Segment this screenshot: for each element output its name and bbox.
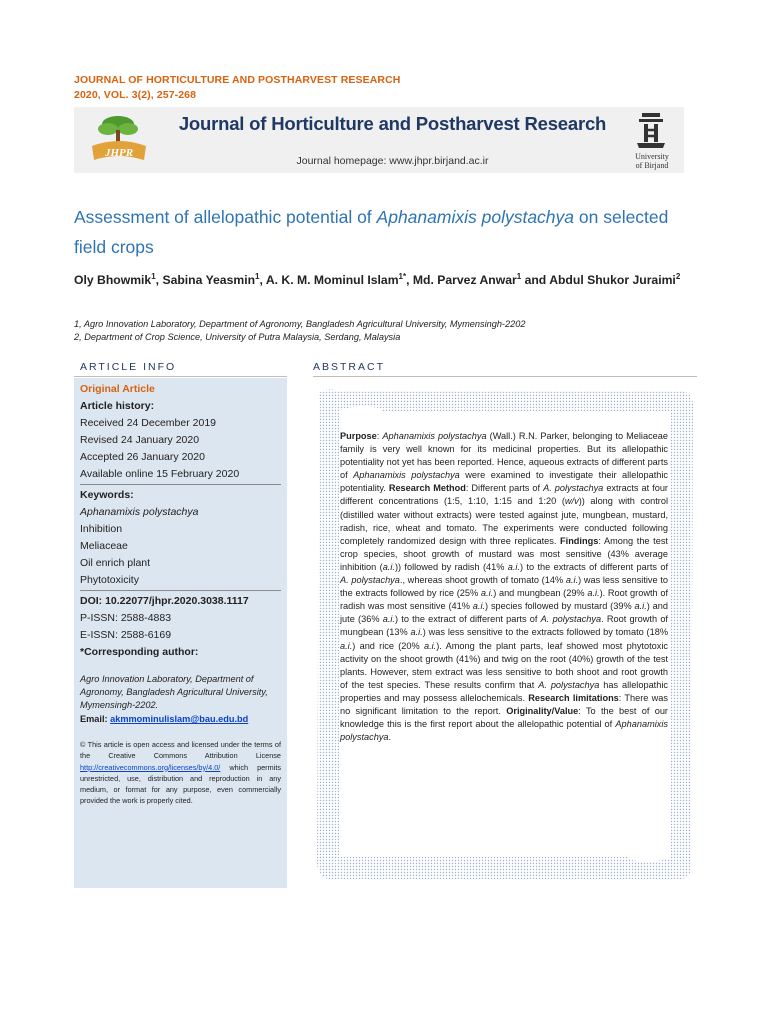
article-title	[74, 202, 704, 262]
abstract-segment: Aphanamixis polystachya	[353, 470, 460, 481]
abstract-segment: a.i.	[480, 588, 494, 599]
affiliations	[74, 318, 704, 344]
author-separator: ,	[259, 273, 266, 288]
title-part2: on selected field crops	[74, 207, 669, 257]
author-list	[74, 268, 704, 289]
abstract-segment: A. polystachya	[538, 679, 600, 690]
author-affiliation-marker: 1	[151, 272, 156, 281]
journal-reference	[74, 73, 400, 103]
history-online: Available online 15 February 2020	[80, 468, 240, 480]
author-affiliation-marker: 2	[675, 272, 681, 281]
abstract-segment: : Different parts of	[465, 483, 544, 494]
abstract-section-label: Research Method	[388, 483, 466, 494]
abstract-section-label: Research limitations	[528, 692, 619, 703]
jhpr-logo-text: JHPR	[104, 147, 134, 159]
title-part1: Assessment of allelopathic potential of	[74, 207, 377, 227]
email-link[interactable]: akmmominulislam@bau.edu.bd	[110, 714, 249, 724]
keyword-item: Aphanamixis polystachya	[80, 506, 199, 518]
abstract-segment: w/v	[564, 496, 579, 507]
p-issn: P-ISSN: 2588-4883	[80, 612, 172, 624]
abstract-segment: )) along with control (distilled water without extracts) were tested against jute, mungbean, mustard, radish, rice, wheat and tomato. The experiments were conducted following completely randomized design with three replicates.	[340, 496, 669, 546]
abstract-segment: ). Among the plant parts, leaf showed most phytotoxic activity on the shoot growth (41%) and twig on the root (40%) growth of the test plants. However, stem extract was less sensitive to both shoot and root growth of the test species. These results confirm that	[340, 640, 668, 690]
author-name: Oly Bhowmik	[74, 273, 152, 288]
university-seal-icon	[631, 110, 671, 150]
abstract-segment: Aphanamixis polystachya	[382, 431, 487, 441]
history-revised: Revised 24 January 2020	[80, 434, 200, 446]
abstract-segment: ) to the extract of different parts of	[394, 614, 541, 625]
author-affiliation-marker: 1	[255, 272, 260, 281]
author-affiliation-marker: 1	[516, 272, 522, 281]
e-issn: E-ISSN: 2588-6169	[80, 629, 172, 641]
abstract-segment: .	[388, 732, 392, 743]
history-accepted: Accepted 26 January 2020	[80, 451, 205, 463]
abstract-segment: ) species followed by mustard (39%	[485, 601, 635, 612]
corresponding-email-line	[80, 712, 281, 726]
email-label: Email:	[80, 714, 111, 724]
abstract-segment: ) to the extracts of different parts of	[520, 561, 668, 572]
abstract-rule	[313, 376, 697, 377]
abstract-segment: . Root growth of mungbean (13%	[340, 614, 668, 638]
author-name: Md. Parvez Anwar	[412, 273, 517, 288]
journal-volume-line: 2020, VOL. 3(2), 257-268	[74, 89, 197, 101]
abstract-heading: ABSTRACT	[313, 361, 386, 373]
abstract-segment: a.i.	[587, 588, 600, 599]
abstract-segment: ). Root growth of radish was most sensitive (41%	[340, 588, 669, 612]
abstract-segment: A. polystachya	[543, 483, 604, 494]
abstract-segment: ) and jute (36%	[340, 601, 668, 625]
author-name: Sabina Yeasmin	[162, 273, 256, 288]
university-line2: of Birjand	[635, 161, 669, 170]
keyword-item: Meliaceae	[80, 540, 128, 552]
abstract-segment: extracts at four different concentrations (1:5, 1:10, 1:15 and 1:20 (	[340, 483, 668, 507]
author-separator: ,	[406, 273, 413, 288]
info-divider	[80, 590, 281, 591]
abstract-segment: )) followed by radish (41%	[394, 561, 508, 572]
article-type: Original Article	[80, 383, 155, 395]
abstract-segment: : To the best of our knowledge this is the first report about the allelopathic potential of	[340, 705, 668, 730]
keyword-item: Inhibition	[80, 523, 123, 535]
abstract-segment: : Among the test crop species, shoot growth of mustard was most sensitive (43% average inhibition (	[340, 535, 668, 572]
abstract-segment: a.i.	[382, 561, 395, 572]
license-text	[80, 739, 281, 807]
abstract-segment: a.i.	[565, 575, 579, 586]
history-received: Received 24 December 2019	[80, 417, 216, 429]
abstract-segment: has allelopathic properties and may possess allelochemicals.	[340, 679, 668, 703]
doi[interactable]: DOI: 10.22077/jhpr.2020.3038.1117	[80, 595, 249, 607]
affiliation-2: 2, Department of Crop Science, University of Putra Malaysia, Serdang, Malaysia	[74, 332, 401, 342]
author-separator: and	[521, 273, 550, 288]
university-line1: University	[635, 152, 669, 161]
author-separator: ,	[155, 273, 163, 288]
abstract-segment: ., whereas shoot growth of tomato (14%	[399, 575, 566, 586]
abstract-section-label: Findings	[560, 535, 599, 546]
license-post: which permits unrestricted, use, distribution and reproduction in any medium, or format for any purpose, even commercially provided the work is properly cited.	[80, 762, 281, 806]
banner-title: Journal of Horticulture and Postharvest Research	[178, 113, 607, 134]
abstract-segment: a.i.	[423, 640, 437, 651]
abstract-segment: a.i.	[472, 601, 486, 612]
author-name: A. K. M. Mominul Islam	[265, 273, 399, 288]
abstract-section-label: Originality/Value	[506, 705, 579, 716]
abstract-segment: a.i.	[410, 627, 423, 638]
article-info-rule	[74, 376, 287, 377]
abstract-segment: a.i.	[634, 601, 647, 612]
abstract-segment: ) was less sensitive to the extracts followed by rice (25%	[340, 575, 668, 599]
abstract-segment: Aphanamixis polystachya	[340, 719, 668, 743]
abstract-section-label: Purpose	[340, 431, 377, 441]
corresponding-author-label: *Corresponding author:	[80, 646, 199, 658]
license-pre: © This article is open access and licensed under the terms of the Creative Commons Attribution License	[80, 740, 281, 761]
journal-homepage[interactable]: Journal homepage: www.jhpr.birjand.ac.ir	[296, 155, 489, 167]
abstract-segment: (Wall.) R.N. Parker, belonging to Meliaceae family is very well known for its medicinal properties. But its allelopathic potentiality not yet has been reported. Hence, aqueous extracts of different parts of	[340, 431, 669, 481]
keyword-item: Oil enrich plant	[80, 557, 151, 569]
license-link[interactable]: http://creativecommons.org/licenses/by/4.0/	[80, 762, 221, 772]
keywords-label: Keywords:	[80, 489, 134, 501]
corresponding-affiliation: Agro Innovation Laboratory, Department of Agronomy, Bangladesh Agricultural University, Mymensingh-2202.	[80, 674, 268, 710]
history-label: Article history:	[80, 400, 155, 412]
jhpr-logo	[88, 112, 150, 164]
author-name: Abdul Shukor Juraimi	[549, 273, 676, 288]
abstract-segment: :	[376, 431, 383, 441]
abstract-text	[340, 430, 668, 744]
info-divider	[80, 484, 281, 485]
abstract-segment: ) and mungbean (29%	[493, 588, 588, 599]
abstract-segment: A. polystachya	[540, 614, 602, 625]
abstract-segment: a.i.	[507, 561, 521, 572]
abstract-segment: a.i.	[340, 640, 353, 651]
abstract-segment: a.i.	[382, 614, 395, 625]
author-affiliation-marker: 1*	[398, 272, 407, 281]
article-info-content	[80, 381, 281, 807]
abstract-segment: : There was no significant limitation to the report.	[340, 692, 668, 716]
title-species: Aphanamixis polystachya	[376, 207, 575, 227]
abstract-segment: A. polystachya	[340, 575, 400, 586]
university-name	[620, 152, 684, 170]
journal-name-line: JOURNAL OF HORTICULTURE AND POSTHARVEST RESEARCH	[74, 74, 401, 86]
affiliation-1: 1, Agro Innovation Laboratory, Department of Agronomy, Bangladesh Agricultural University, Mymensingh-2202	[74, 319, 526, 329]
abstract-segment: ) and rice (20%	[352, 640, 424, 651]
keyword-item: Phytotoxicity	[80, 574, 139, 586]
abstract-segment: were examined to investigate their allelopathic potentiality.	[340, 470, 668, 494]
article-info-heading: ARTICLE INFO	[80, 361, 177, 373]
abstract-segment: ) was less sensitive to the extracts followed by tomato (18%	[422, 627, 668, 638]
